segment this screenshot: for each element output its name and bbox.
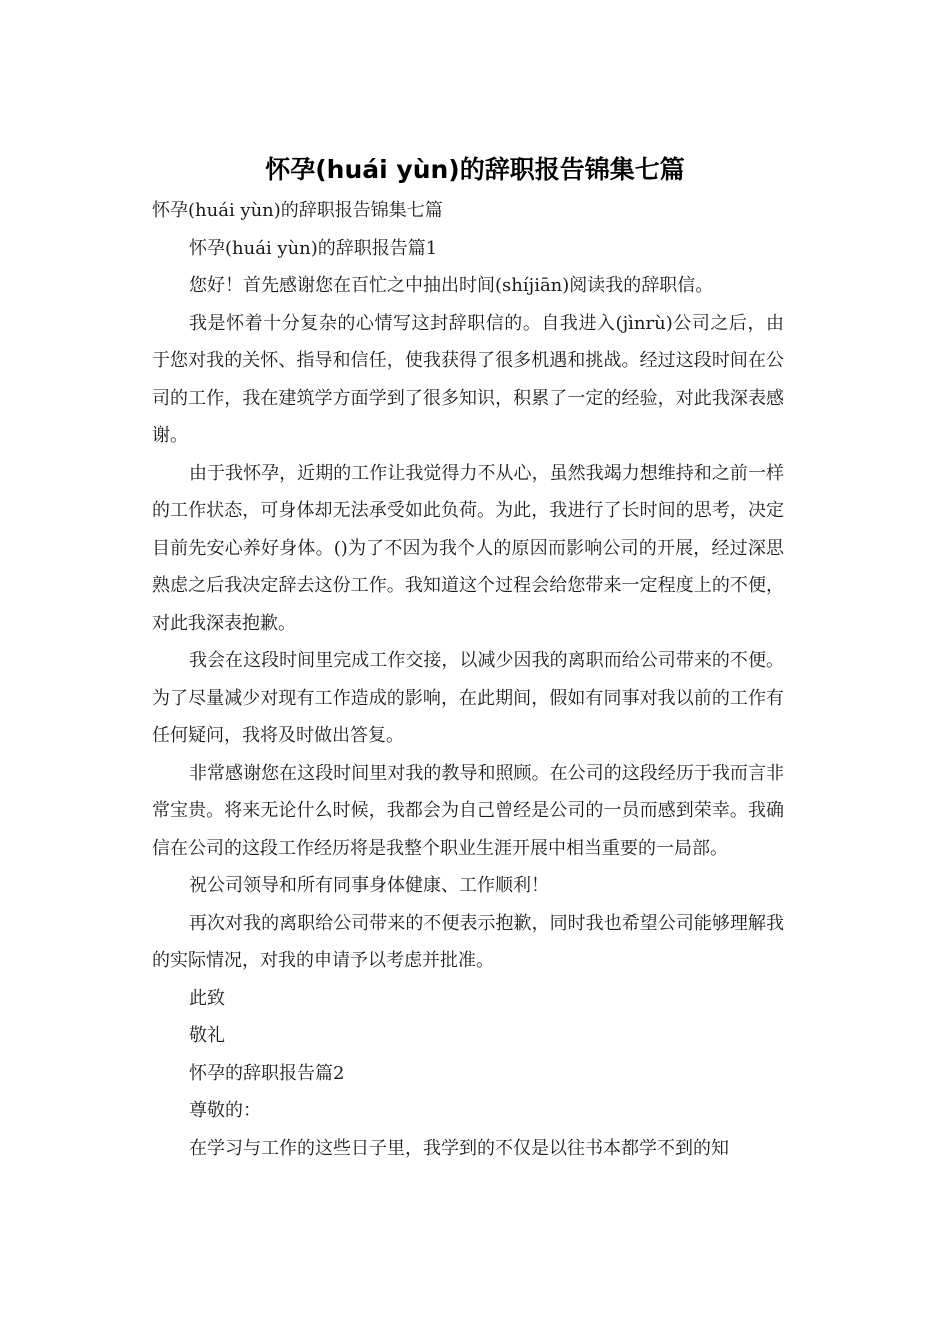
body-paragraph: 我是怀着十分复杂的心情写这封辞职信的。自我进入(jìnrù)公司之后，由于您对我的关怀、指导和信任，使我获得了很多机遇和挑战。经过这段时间在公司的工作，我在建筑学方面学到了很多知识，积累了一定的经验，对此我深表感谢。 <box>152 312 784 446</box>
body-paragraph: 我会在这段时间里完成工作交接，以减少因我的离职而给公司带来的不便。为了尽量减少对现有工作造成的影响，在此期间，假如有同事对我以前的工作有任何疑问，我将及时做出答复。 <box>152 650 784 746</box>
body-paragraph: 怀孕(huái yùn)的辞职报告锦集七篇 <box>152 200 443 221</box>
body-paragraph: 非常感谢您在这段时间里对我的教导和照顾。在公司的这段经历于我而言非常宝贵。将来无论什么时候，我都会为自己曾经是公司的一员而感到荣幸。我确信在公司的这段工作经历将是我整个职业生涯开展中相当重要的一局部。 <box>152 762 784 859</box>
body-paragraph: 怀孕(huái yùn)的辞职报告篇1 <box>189 237 438 259</box>
body-paragraph: 尊敬的： <box>189 1100 261 1121</box>
body-paragraph: 此致 <box>189 987 225 1009</box>
body-paragraph: 由于我怀孕，近期的工作让我觉得力不从心，虽然我竭力想维持和之前一样的工作状态，可身体却无法承受如此负荷。为此，我进行了长时间的思考，决定目前先安心养好身体。()为了不因为我个人的原因而影响公司的开展，经过深思熟虑之后我决定辞去这份工作。我知道这个过程会给您带来一定程度上的不便，对此我深表抱歉。 <box>152 462 784 634</box>
body-paragraph: 祝公司领导和所有同事身体健康、工作顺利！ <box>189 875 549 896</box>
body-paragraph: 您好！首先感谢您在百忙之中抽出时间(shíjiān)阅读我的辞职信。 <box>189 275 714 296</box>
document-title: 怀孕(huái yùn)的辞职报告锦集七篇 <box>265 155 685 184</box>
body-paragraph: 再次对我的离职给公司带来的不便表示抱歉，同时我也希望公司能够理解我的实际情况，对我的申请予以考虑并批准。 <box>152 912 784 971</box>
body-paragraph: 敬礼 <box>189 1025 225 1046</box>
body-paragraph: 怀孕的辞职报告篇2 <box>189 1062 345 1084</box>
body-paragraph: 在学习与工作的这些日子里，我学到的不仅是以往书本都学不到的知 <box>189 1137 729 1159</box>
document-body <box>152 192 784 1167</box>
